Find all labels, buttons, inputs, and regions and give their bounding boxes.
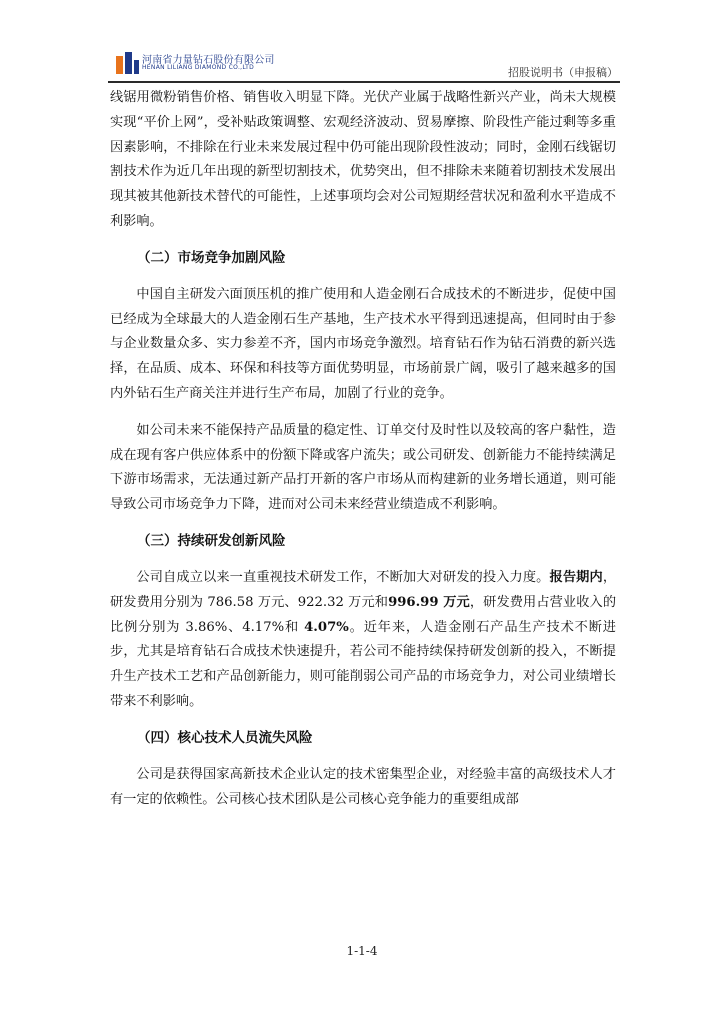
section-heading-core-staff-loss: （四）核心技术人员流失风险 (137, 729, 313, 746)
paragraph-1: 线锯用微粉销售价格、销售收入明显下降。光伏产业属于战略性新兴产业，尚未大规模实现“平价上网”，受补贴政策调整、宏观经济波动、贸易摩擦、阶段性产能过剩等多重因素影响，不排除在行业未来发展过程中仍可能出现阶段性波动；同时，金刚石线锯切割技术作为近几年出现的新型切割技术，优势突出，但不排除未来随着切割技术发展出现其被其他新技术替代的可能性，上述事项均会对公司短期经营状况和盈利水平造成不利影响。 (110, 90, 616, 229)
page-number: 1-1-4 (346, 944, 378, 958)
paragraph-5: 公司是获得国家高新技术企业认定的技术密集型企业，对经验丰富的高级技术人才有一定的依赖性。公司核心技术团队是公司核心竞争能力的重要组成部 (110, 766, 616, 807)
p4-rd-ratio-latest: 4.07% (304, 619, 349, 635)
company-name-en: HENAN LILIANG DIAMOND CO.,LTD (142, 64, 255, 71)
paragraph-3: 如公司未来不能保持产品质量的稳定性、订单交付及时性以及较高的客户黏性，造成在现有客户供应体系中的份额下降或客户流失；或公司研发、创新能力不能持续满足下游市场需求，无法通过新产品打开新的客户市场从而构建新的业务增长通道，则可能导致公司市场竞争力下降，进而对公司未来经营业绩造成不利影响。 (110, 422, 616, 513)
document-body (110, 86, 616, 824)
section-heading-market-competition: （二）市场竞争加剧风险 (137, 249, 286, 266)
p4-text-4: 。近年来，人造金刚石产品生产技术不断进步，尤其是培育钻石合成技术快速提升，若公司不能持续保持研发创新的投入，不断提升生产技术工艺和产品创新能力，则可能削弱公司产品的市场竞争力，对公司业绩增长带来不利影响。 (110, 619, 616, 709)
paragraph-4 (110, 566, 616, 715)
p4-reporting-period: 报告期内 (549, 569, 603, 585)
p4-rd-expense-latest: 996.99 万元 (388, 594, 470, 610)
document-title: 招股说明书（申报稿） (508, 66, 618, 79)
p4-text-1: 公司自成立以来一直重视技术研发工作，不断加大对研发的投入力度。 (136, 569, 550, 585)
header-divider (108, 81, 620, 83)
section-heading-rd-innovation: （三）持续研发创新风险 (137, 532, 286, 549)
p4-text-2: ，研发费用分别为 786.58 万元、922.32 万元和 (110, 569, 617, 610)
page-header (108, 46, 620, 82)
paragraph-2: 中国自主研发六面顶压机的推广使用和人造金刚石合成技术的不断进步，促使中国已经成为全球最大的人造金刚石生产基地，生产技术水平得到迅速提高，但同时由于参与企业数量众多、实力参差不齐，国内市场竞争激烈。培育钻石作为钻石消费的新兴选择，在品质、成本、环保和科技等方面优势明显，市场前景广阔，吸引了越来越多的国内外钻石生产商关注并进行生产布局，加剧了行业的竞争。 (110, 286, 616, 401)
p4-text-3: ，研发费用占营业收入的比例分别为 3.86%、4.17%和 (110, 594, 617, 635)
company-name-cn: 河南省力量钻石股份有限公司 (142, 55, 275, 66)
